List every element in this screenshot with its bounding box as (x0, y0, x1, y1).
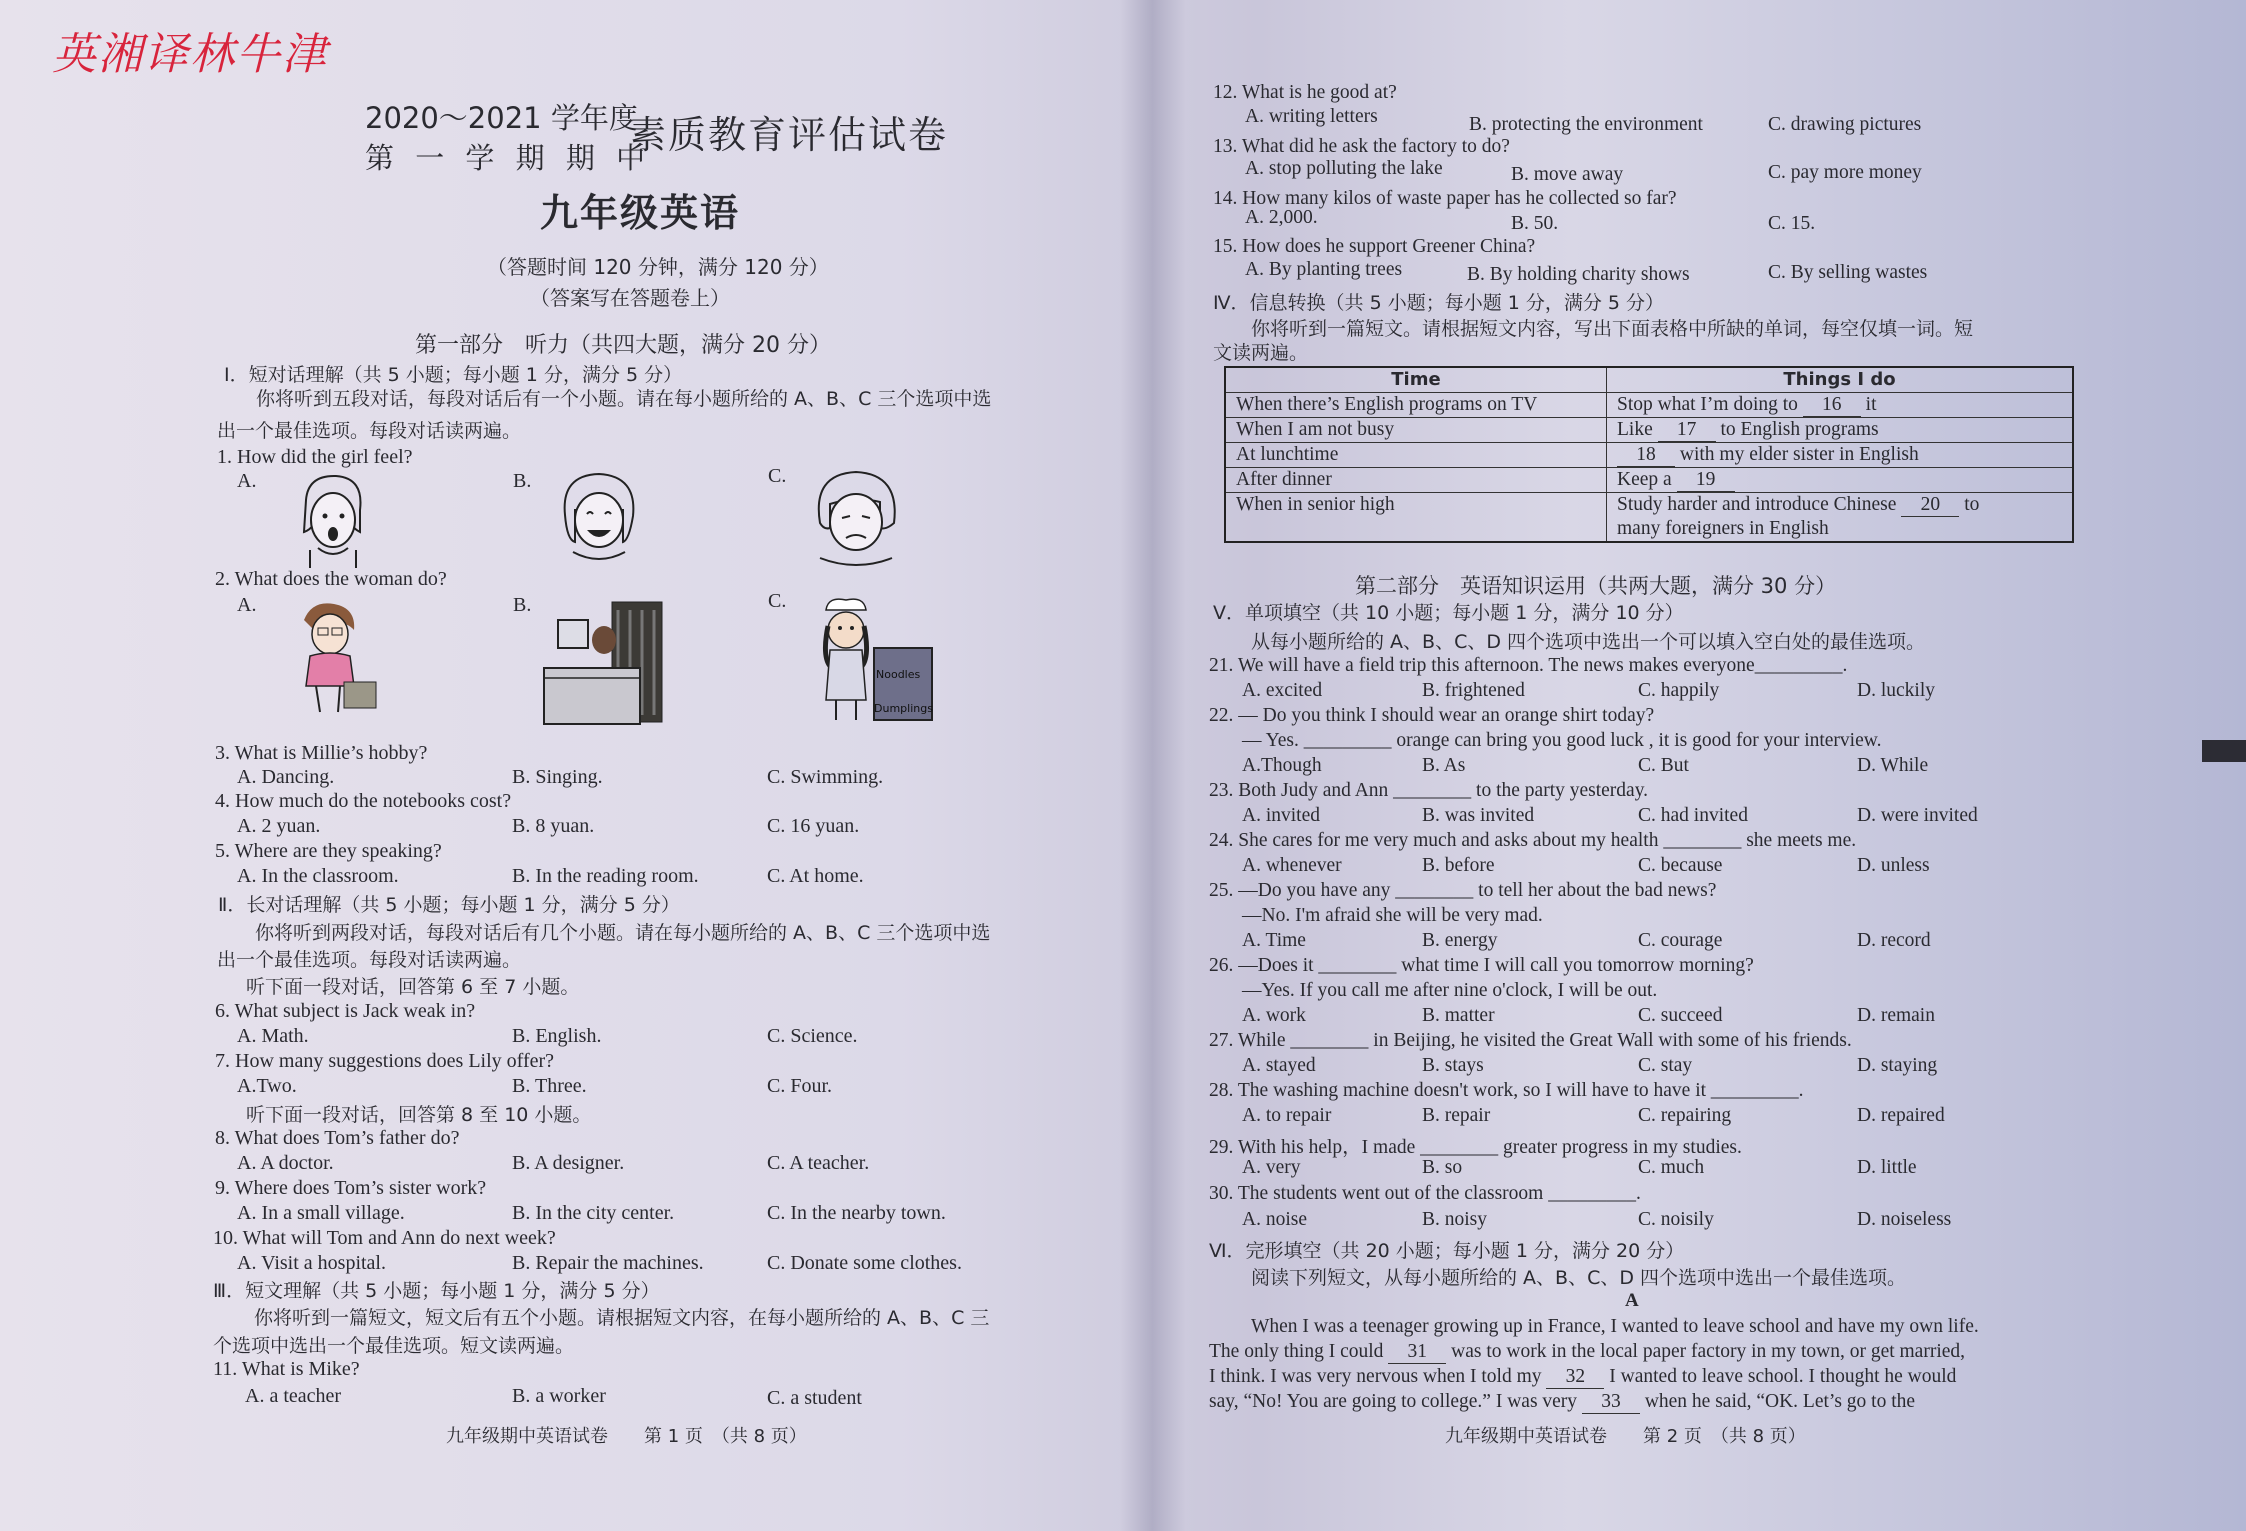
table-row (1225, 393, 2073, 418)
blank-33[interactable]: 33 (1582, 1391, 1640, 1414)
header-exam-name: 素质教育评估试卷 (628, 113, 949, 157)
blank-19[interactable]: 19 (1677, 468, 1735, 492)
sec1-intro-cont: 出一个最佳选项。每段对话读两遍。 (217, 420, 522, 442)
q8-option-b: B. A designer. (512, 1152, 625, 1174)
question-29: 29. With his help，I made ________ greater progress in my studies. (1209, 1137, 1742, 1158)
question-2: 2. What does the woman do? (215, 568, 447, 590)
q25-option-d: D. record (1857, 930, 1931, 951)
q21-option-a: A. excited (1242, 680, 1323, 701)
q27-option-d: D. staying (1857, 1055, 1938, 1076)
q1-option-c: C. (768, 465, 787, 487)
q3-option-c: C. Swimming. (767, 766, 884, 788)
table-cell-time: At lunchtime (1225, 443, 1607, 468)
q21-option-c: C. happily (1638, 680, 1720, 701)
q30-option-a: A. noise (1242, 1209, 1307, 1230)
info-transfer-table (1224, 366, 2074, 543)
question-11: 11. What is Mike? (213, 1358, 360, 1380)
q3-option-a: A. Dancing. (237, 766, 335, 788)
q23-option-b: B. was invited (1422, 805, 1535, 826)
sec5-title: Ⅴ．单项填空（共 10 小题；每小题 1 分，满分 10 分） (1213, 602, 1684, 624)
passage-line-4: say, “No! You are going to college.” I was very 33 when he said, “OK. Let’s go to the (1209, 1391, 1916, 1412)
q9-option-b: B. In the city center. (512, 1202, 675, 1224)
q22-option-b: B. As (1422, 755, 1466, 776)
q1-option-b: B. (513, 470, 532, 492)
table-header-things: Things I do (1607, 367, 2074, 393)
question-23: 23. Both Judy and Ann ________ to the party yesterday. (1209, 780, 1649, 801)
table-cell-time: When in senior high (1225, 493, 1607, 543)
q14-option-a: A. 2,000. (1245, 207, 1318, 228)
exam-page-1 (0, 0, 1120, 1531)
sec3-intro: 你将听到一篇短文，短文后有五个小题。请根据短文内容，在每小题所给的 A、B、C 三 (254, 1307, 990, 1329)
q26-option-b: B. matter (1422, 1005, 1495, 1026)
table-cell-things: Keep a 19 (1607, 468, 2074, 493)
q25-option-c: C. courage (1638, 930, 1723, 951)
q9-option-a: A. In a small village. (237, 1202, 405, 1224)
q27-option-a: A. stayed (1242, 1055, 1316, 1076)
q2-option-c: C. (768, 590, 787, 612)
question-21: 21. We will have a field trip this afternoon. The news makes everyone_________. (1209, 655, 1848, 676)
question-6: 6. What subject is Jack weak in? (215, 1000, 476, 1022)
q15-option-b: B. By holding charity shows (1467, 264, 1690, 285)
sec1-title: Ⅰ．短对话理解（共 5 小题；每小题 1 分，满分 5 分） (224, 364, 683, 386)
page-title: 九年级英语 (540, 191, 741, 235)
q24-option-c: C. because (1638, 855, 1723, 876)
q4-option-b: B. 8 yuan. (512, 815, 595, 837)
q12-option-c: C. drawing pictures (1768, 114, 1922, 135)
q22-option-a: A.Though (1242, 755, 1322, 776)
table-cell-things: Like 17 to English programs (1607, 418, 2074, 443)
q15-option-a: A. By planting trees (1245, 259, 1403, 280)
question-7: 7. How many suggestions does Lily offer? (215, 1050, 555, 1072)
table-cell-things: Stop what I’m doing to 16 it (1607, 393, 2074, 418)
q21-option-d: D. luckily (1857, 680, 1935, 701)
q3-option-b: B. Singing. (512, 766, 603, 788)
q11-option-c: C. a student (767, 1387, 862, 1409)
q12-option-b: B. protecting the environment (1469, 114, 1703, 135)
q11-option-a: A. a teacher (245, 1385, 342, 1407)
sec6-title: Ⅵ．完形填空（共 20 小题；每小题 1 分，满分 20 分） (1209, 1240, 1685, 1262)
sign-noodles-text: Noodles (876, 668, 921, 681)
q8-option-a: A. A doctor. (237, 1152, 334, 1174)
q14-option-c: C. 15. (1768, 213, 1816, 234)
sec2-intro: 你将听到两段对话，每段对话后有几个小题。请在每小题所给的 A、B、C 三个选项中选 (255, 922, 991, 944)
q30-option-c: C. noisily (1638, 1209, 1714, 1230)
q27-option-c: C. stay (1638, 1055, 1693, 1076)
sec6-intro: 阅读下列短文，从每小题所给的 A、B、C、D 四个选项中选出一个最佳选项。 (1251, 1267, 1907, 1289)
q26-option-a: A. work (1242, 1005, 1306, 1026)
q5-option-c: C. At home. (767, 865, 864, 887)
passage-line-3: I think. I was very nervous when I told my 32 I wanted to leave school. I thought he would (1209, 1366, 1957, 1387)
blank-17[interactable]: 17 (1658, 418, 1716, 442)
q8-option-c: C. A teacher. (767, 1152, 870, 1174)
q10-option-c: C. Donate some clothes. (767, 1252, 962, 1274)
q28-option-c: C. repairing (1638, 1105, 1732, 1126)
sec2-sub2: 听下面一段对话，回答第 8 至 10 小题。 (246, 1104, 592, 1126)
q13-option-b: B. move away (1511, 164, 1624, 185)
q22-option-c: C. But (1638, 755, 1689, 776)
sec1-intro: 你将听到五段对话，每段对话后有一个小题。请在每小题所给的 A、B、C 三个选项中选 (256, 388, 992, 410)
page-fold (1120, 0, 1185, 1531)
question-26-reply: —Yes. If you call me after nine o'clock, I will be out. (1242, 980, 1658, 1001)
exam-page-2 (1185, 0, 2246, 1531)
blank-18[interactable]: 18 (1617, 443, 1675, 467)
sec3-intro-cont: 个选项中选出一个最佳选项。短文读两遍。 (213, 1335, 575, 1357)
question-12: 12. What is he good at? (1213, 82, 1397, 103)
sign-dumplings-text: Dumplings (874, 702, 933, 715)
table-cell-things: 18 with my elder sister in English (1607, 443, 2074, 468)
sec2-sub1: 听下面一段对话，回答第 6 至 7 小题。 (246, 976, 580, 998)
passage-line-1: When I was a teenager growing up in France, I wanted to leave school and have my own life. (1251, 1316, 1979, 1337)
table-cell-time: When I am not busy (1225, 418, 1607, 443)
page-2-footer: 九年级期中英语试卷 第 2 页 （共 8 页） (1445, 1426, 1806, 1447)
q13-option-c: C. pay more money (1768, 162, 1922, 183)
passage-line-2: The only thing I could 31 was to work in the local paper factory in my town, or get married, (1209, 1341, 1966, 1362)
question-3: 3. What is Millie’s hobby? (215, 742, 428, 764)
q4-option-c: C. 16 yuan. (767, 815, 860, 837)
q24-option-d: D. unless (1857, 855, 1930, 876)
q29-option-c: C. much (1638, 1157, 1705, 1178)
q6-option-a: A. Math. (237, 1025, 309, 1047)
q10-option-b: B. Repair the machines. (512, 1252, 704, 1274)
shop-assistant-illustration (282, 600, 382, 720)
passage-label: A (1625, 1290, 1639, 1311)
q5-option-a: A. In the classroom. (237, 865, 399, 887)
cashier-desk-illustration (540, 600, 670, 730)
part1-title: 第一部分 听力（共四大题，满分 20 分） (415, 333, 831, 358)
sec2-title: Ⅱ．长对话理解（共 5 小题；每小题 1 分，满分 5 分） (218, 894, 680, 916)
q23-option-d: D. were invited (1857, 805, 1978, 826)
q22-option-d: D. While (1857, 755, 1929, 776)
q5-option-b: B. In the reading room. (512, 865, 699, 887)
q11-option-b: B. a worker (512, 1385, 606, 1407)
question-24: 24. She cares for me very much and asks about my health ________ she meets me. (1209, 830, 1857, 851)
table-row (1225, 443, 2073, 468)
q9-option-c: C. In the nearby town. (767, 1202, 946, 1224)
q23-option-a: A. invited (1242, 805, 1320, 826)
sec3-title: Ⅲ．短文理解（共 5 小题；每小题 1 分，满分 5 分） (213, 1280, 660, 1302)
q21-option-b: B. frightened (1422, 680, 1525, 701)
question-14: 14. How many kilos of waste paper has he collected so far? (1213, 188, 1677, 209)
page-1-footer: 九年级期中英语试卷 第 1 页 （共 8 页） (446, 1426, 807, 1447)
table-cell-things: Study harder and introduce Chinese 20 to many foreigners in English (1607, 493, 2074, 543)
q23-option-c: C. had invited (1638, 805, 1748, 826)
handwritten-note: 英湘译林牛津 (52, 29, 328, 80)
q6-option-b: B. English. (512, 1025, 602, 1047)
question-30: 30. The students went out of the classroom _________. (1209, 1183, 1641, 1204)
question-8: 8. What does Tom’s father do? (215, 1127, 460, 1149)
q13-option-a: A. stop polluting the lake (1245, 158, 1443, 179)
blank-31[interactable]: 31 (1388, 1341, 1446, 1364)
q25-option-b: B. energy (1422, 930, 1498, 951)
table-cell-time: After dinner (1225, 468, 1607, 493)
q30-option-b: B. noisy (1422, 1209, 1488, 1230)
q15-option-c: C. By selling wastes (1768, 262, 1928, 283)
question-22-reply: — Yes. _________ orange can bring you good luck , it is good for your interview. (1242, 730, 1882, 751)
q2-option-a: A. (237, 594, 257, 616)
question-10: 10. What will Tom and Ann do next week? (213, 1227, 556, 1249)
blank-32[interactable]: 32 (1546, 1366, 1604, 1389)
q29-option-d: D. little (1857, 1157, 1917, 1178)
header-term: 第 一 学 期 期 中 (365, 141, 652, 175)
q27-option-b: B. stays (1422, 1055, 1484, 1076)
q24-option-b: B. before (1422, 855, 1495, 876)
sec4-intro-cont: 文读两遍。 (1213, 342, 1309, 364)
table-cell-time: When there’s English programs on TV (1225, 393, 1607, 418)
q2-option-b: B. (513, 594, 532, 616)
q7-option-b: B. Three. (512, 1075, 587, 1097)
q26-option-c: C. succeed (1638, 1005, 1723, 1026)
question-22: 22. — Do you think I should wear an orange shirt today? (1209, 705, 1655, 726)
question-5: 5. Where are they speaking? (215, 840, 442, 862)
question-15: 15. How does he support Greener China? (1213, 236, 1536, 257)
q29-option-a: A. very (1242, 1157, 1301, 1178)
question-26: 26. —Does it ________ what time I will call you tomorrow morning? (1209, 955, 1754, 976)
time-note: （答题时间 120 分钟，满分 120 分） (487, 255, 829, 279)
q29-option-b: B. so (1422, 1157, 1463, 1178)
blank-16[interactable]: 16 (1803, 393, 1861, 417)
question-4: 4. How much do the notebooks cost? (215, 790, 512, 812)
table-row (1225, 493, 2073, 543)
table-row (1225, 468, 2073, 493)
q24-option-a: A. whenever (1242, 855, 1342, 876)
sec5-intro: 从每小题所给的 A、B、C、D 四个选项中选出一个可以填入空白处的最佳选项。 (1251, 631, 1926, 653)
question-28: 28. The washing machine doesn't work, so I will have to have it _________. (1209, 1080, 1804, 1101)
blank-20[interactable]: 20 (1901, 493, 1959, 517)
q28-option-b: B. repair (1422, 1105, 1491, 1126)
q14-option-b: B. 50. (1511, 213, 1559, 234)
question-9: 9. Where does Tom’s sister work? (215, 1177, 487, 1199)
question-27: 27. While ________ in Beijing, he visited the Great Wall with some of his friends. (1209, 1030, 1852, 1051)
header-year: 2020～2021 学年度 (365, 101, 638, 135)
answer-note: （答案写在答题卷上） (530, 286, 730, 310)
q28-option-d: D. repaired (1857, 1105, 1945, 1126)
q25-option-a: A. Time (1242, 930, 1306, 951)
part2-title: 第二部分 英语知识运用（共两大题，满分 30 分） (1355, 574, 1837, 598)
q6-option-c: C. Science. (767, 1025, 858, 1047)
question-25-reply: —No. I'm afraid she will be very mad. (1242, 905, 1543, 926)
q28-option-a: A. to repair (1242, 1105, 1332, 1126)
q30-option-d: D. noiseless (1857, 1209, 1952, 1230)
q26-option-d: D. remain (1857, 1005, 1935, 1026)
sec4-intro: 你将听到一篇短文。请根据短文内容，写出下面表格中所缺的单词，每空仅填一词。短 (1251, 318, 1974, 340)
table-row (1225, 418, 2073, 443)
q7-option-a: A.Two. (237, 1075, 297, 1097)
sec4-title: Ⅳ．信息转换（共 5 小题；每小题 1 分，满分 5 分） (1213, 292, 1665, 314)
q1-option-a: A. (237, 470, 257, 492)
question-25: 25. —Do you have any ________ to tell her about the bad news? (1209, 880, 1717, 901)
sec2-intro-cont: 出一个最佳选项。每段对话读两遍。 (217, 949, 522, 971)
question-1: 1. How did the girl feel? (217, 446, 413, 468)
happy-girl-illustration (553, 470, 643, 570)
sad-girl-illustration (806, 468, 906, 570)
q7-option-c: C. Four. (767, 1075, 833, 1097)
q4-option-a: A. 2 yuan. (237, 815, 321, 837)
surprised-girl-illustration (288, 470, 378, 570)
q10-option-a: A. Visit a hospital. (237, 1252, 386, 1274)
question-13: 13. What did he ask the factory to do? (1213, 136, 1510, 157)
table-header-time: Time (1225, 367, 1607, 393)
q12-option-a: A. writing letters (1245, 106, 1378, 127)
